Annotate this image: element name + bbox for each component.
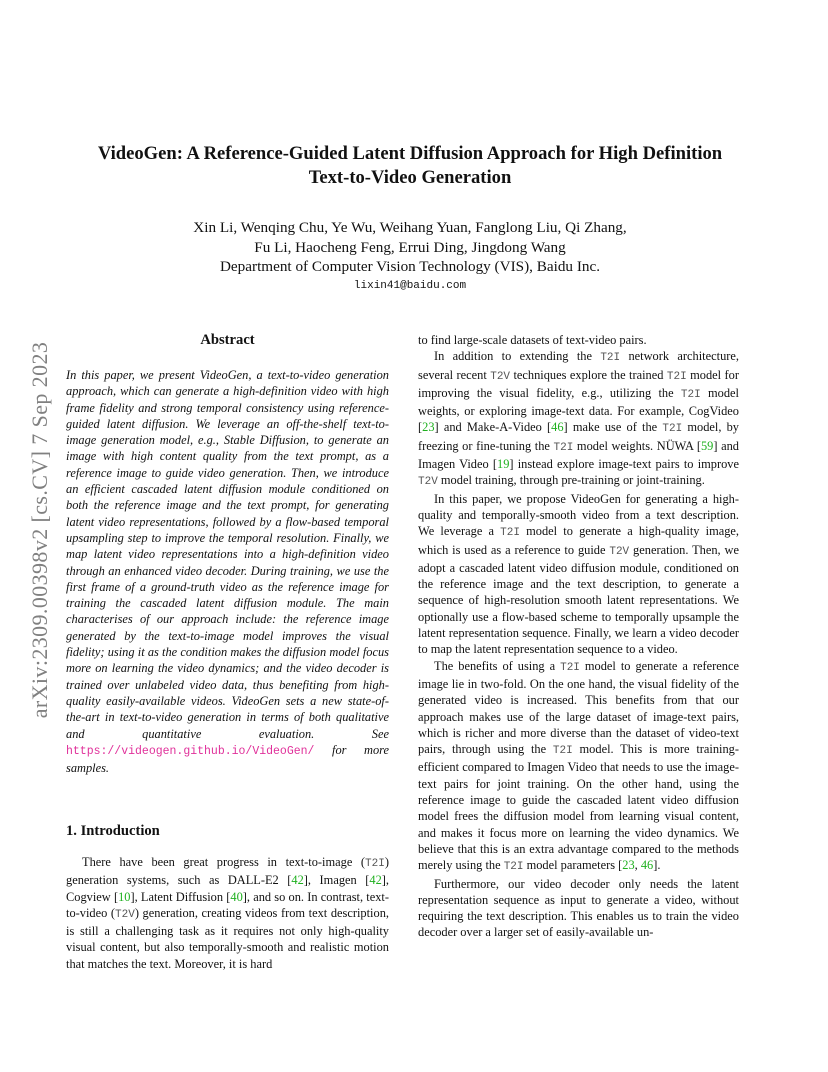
citation-link[interactable]: 59 — [700, 438, 714, 453]
citation-link[interactable]: 10 — [118, 889, 131, 904]
citation-link[interactable]: 46 — [640, 858, 654, 873]
citation-link[interactable]: 23 — [422, 420, 435, 435]
affiliation: Department of Computer Vision Technology (VIS), Baidu Inc. — [219, 258, 601, 276]
arxiv-stamp — [20, 295, 60, 765]
title-line-2: Text-to-Video Generation — [308, 167, 512, 188]
paragraph: In addition to extending the T2I network architecture, several recent T2V techniques explore the trained T2I model for improving the visual fidelity, e.g., utilizing the T2I model weights, or exploring image-text data. For example, CogVideo [23] and Make-A-Video [46] make use of the T2I model, by freezing or fine-tuning the T2I model weights. NÜWA [59] and Imagen Video [19] instead explore image-text pairs to improve T2V model training, through pre-training or joint-training. — [418, 349, 739, 489]
paragraph: to find large-scale datasets of text-video pairs. — [418, 333, 647, 347]
authors-line-2: Fu Li, Haocheng Feng, Errui Ding, Jingdong Wang — [254, 238, 566, 256]
paragraph: In this paper, we propose VideoGen for generating a high-quality and temporally-smooth video from a text description. We leverage a T2I model to generate a high-quality image, which is used as a reference to guide T2V generation. Then, we adopt a cascaded latent video diffusion module, conditioned on the reference image and the text description, to generate a sequence of high-resolution smooth latent representations. We optionally use a flow-based scheme to temporally upsample the latent representation sequence. Finally, we learn a video decoder to map the latent representation sequence to a video. — [418, 491, 740, 657]
citation-link[interactable]: 46 — [551, 420, 564, 435]
arxiv-stamp-text: arXiv:2309.00398v2 [cs.CV] 7 Sep 2023 — [27, 341, 52, 719]
citation-link[interactable]: 23 — [622, 858, 635, 873]
paragraph: Furthermore, our video decoder only needs the latent representation sequence as input to generate a video, without requiring the text description. This enables us to train the video decoder over a larger set of easily-available un- — [418, 876, 739, 940]
author-email[interactable]: lixin41@baidu.com — [353, 280, 467, 292]
citation-link[interactable]: 40 — [230, 889, 243, 904]
paragraph: The benefits of using a T2I model to generate a reference image lie in two-fold. On the one hand, the visual fidelity of the generated video is increased. This benefits from that our approach makes use of the large dataset of image-text pairs, which is richer and more diverse than the dataset of video-text pairs, through using the T2I model. This is more training-efficient compared to Imagen Video that needs to use the image-text pairs for joint training. On the other hand, using the reference image to guide the cascaded latent video diffusion model frees the diffusion model from learning visual content, and makes it focus more on learning the video dynamics. We believe that this is an extra advantage compared to the methods merely using the T2I model parameters [23, 46]. — [418, 658, 739, 874]
section-heading-introduction: 1. Introduction — [66, 823, 160, 839]
title-line-1: VideoGen: A Reference-Guided Latent Diffusion Approach for High Definition — [97, 143, 723, 164]
intro-paragraph: There have been great progress in text-to-image (T2I) generation systems, such as DALL-E2 [42], Imagen [42], Cogview [10], Latent Diffusion [40], and so on. In contrast, text-to-video (T2V) generation, creating videos from text description, is still a challenging task as it requires not only high-quality visual content, but also temporally-smooth and realistic motion that matches the text. Moreover, it is hard — [66, 855, 390, 971]
citation-link[interactable]: 19 — [497, 457, 510, 472]
project-url-link[interactable]: https://videogen.github.io/VideoGen/ — [66, 744, 315, 758]
authors-line-1: Xin Li, Wenqing Chu, Ye Wu, Weihang Yuan, Fanglong Liu, Qi Zhang, — [193, 219, 627, 236]
right-column — [418, 332, 739, 941]
citation-link[interactable]: 42 — [369, 873, 382, 888]
paper-title — [60, 142, 760, 190]
author-block — [60, 218, 760, 277]
abstract-body: In this paper, we present VideoGen, a text-to-video generation approach, which can generate a high-definition video with high frame fidelity and strong temporal consistency using reference-guided latent diffusion. We leverage an off-the-shelf text-to-image generation model, e.g., Stable Diffusion, to generate an image with high content quality from the text prompt, as a reference image to guide video generation. Then, we introduce an efficient cascaded latent diffusion module conditioned on both the reference image and the text prompt, for generating latent video representations, followed by a flow-based temporal upsampling step to improve the temporal resolution. Finally, we map latent video representations into a high-definition video through an enhanced video decoder. During training, we use the first frame of a ground-truth video as the reference image for training the cascaded latent diffusion module. The main characterises of our approach include: the reference image generated by the text-to-image model improves the visual fidelity; using it as the condition makes the diffusion model focus more on learning the video dynamics; and the video decoder is trained over unlabeled video data, thus benefiting from high-quality easily-available videos. VideoGen sets a new state-of-the-art in text-to-video generation in terms of both qualitative and quantitative evaluation. See https://videogen.github.io/VideoGen/ for more samples. — [66, 368, 389, 776]
citation-link[interactable]: 42 — [291, 873, 304, 888]
abstract-heading: Abstract — [200, 332, 255, 348]
